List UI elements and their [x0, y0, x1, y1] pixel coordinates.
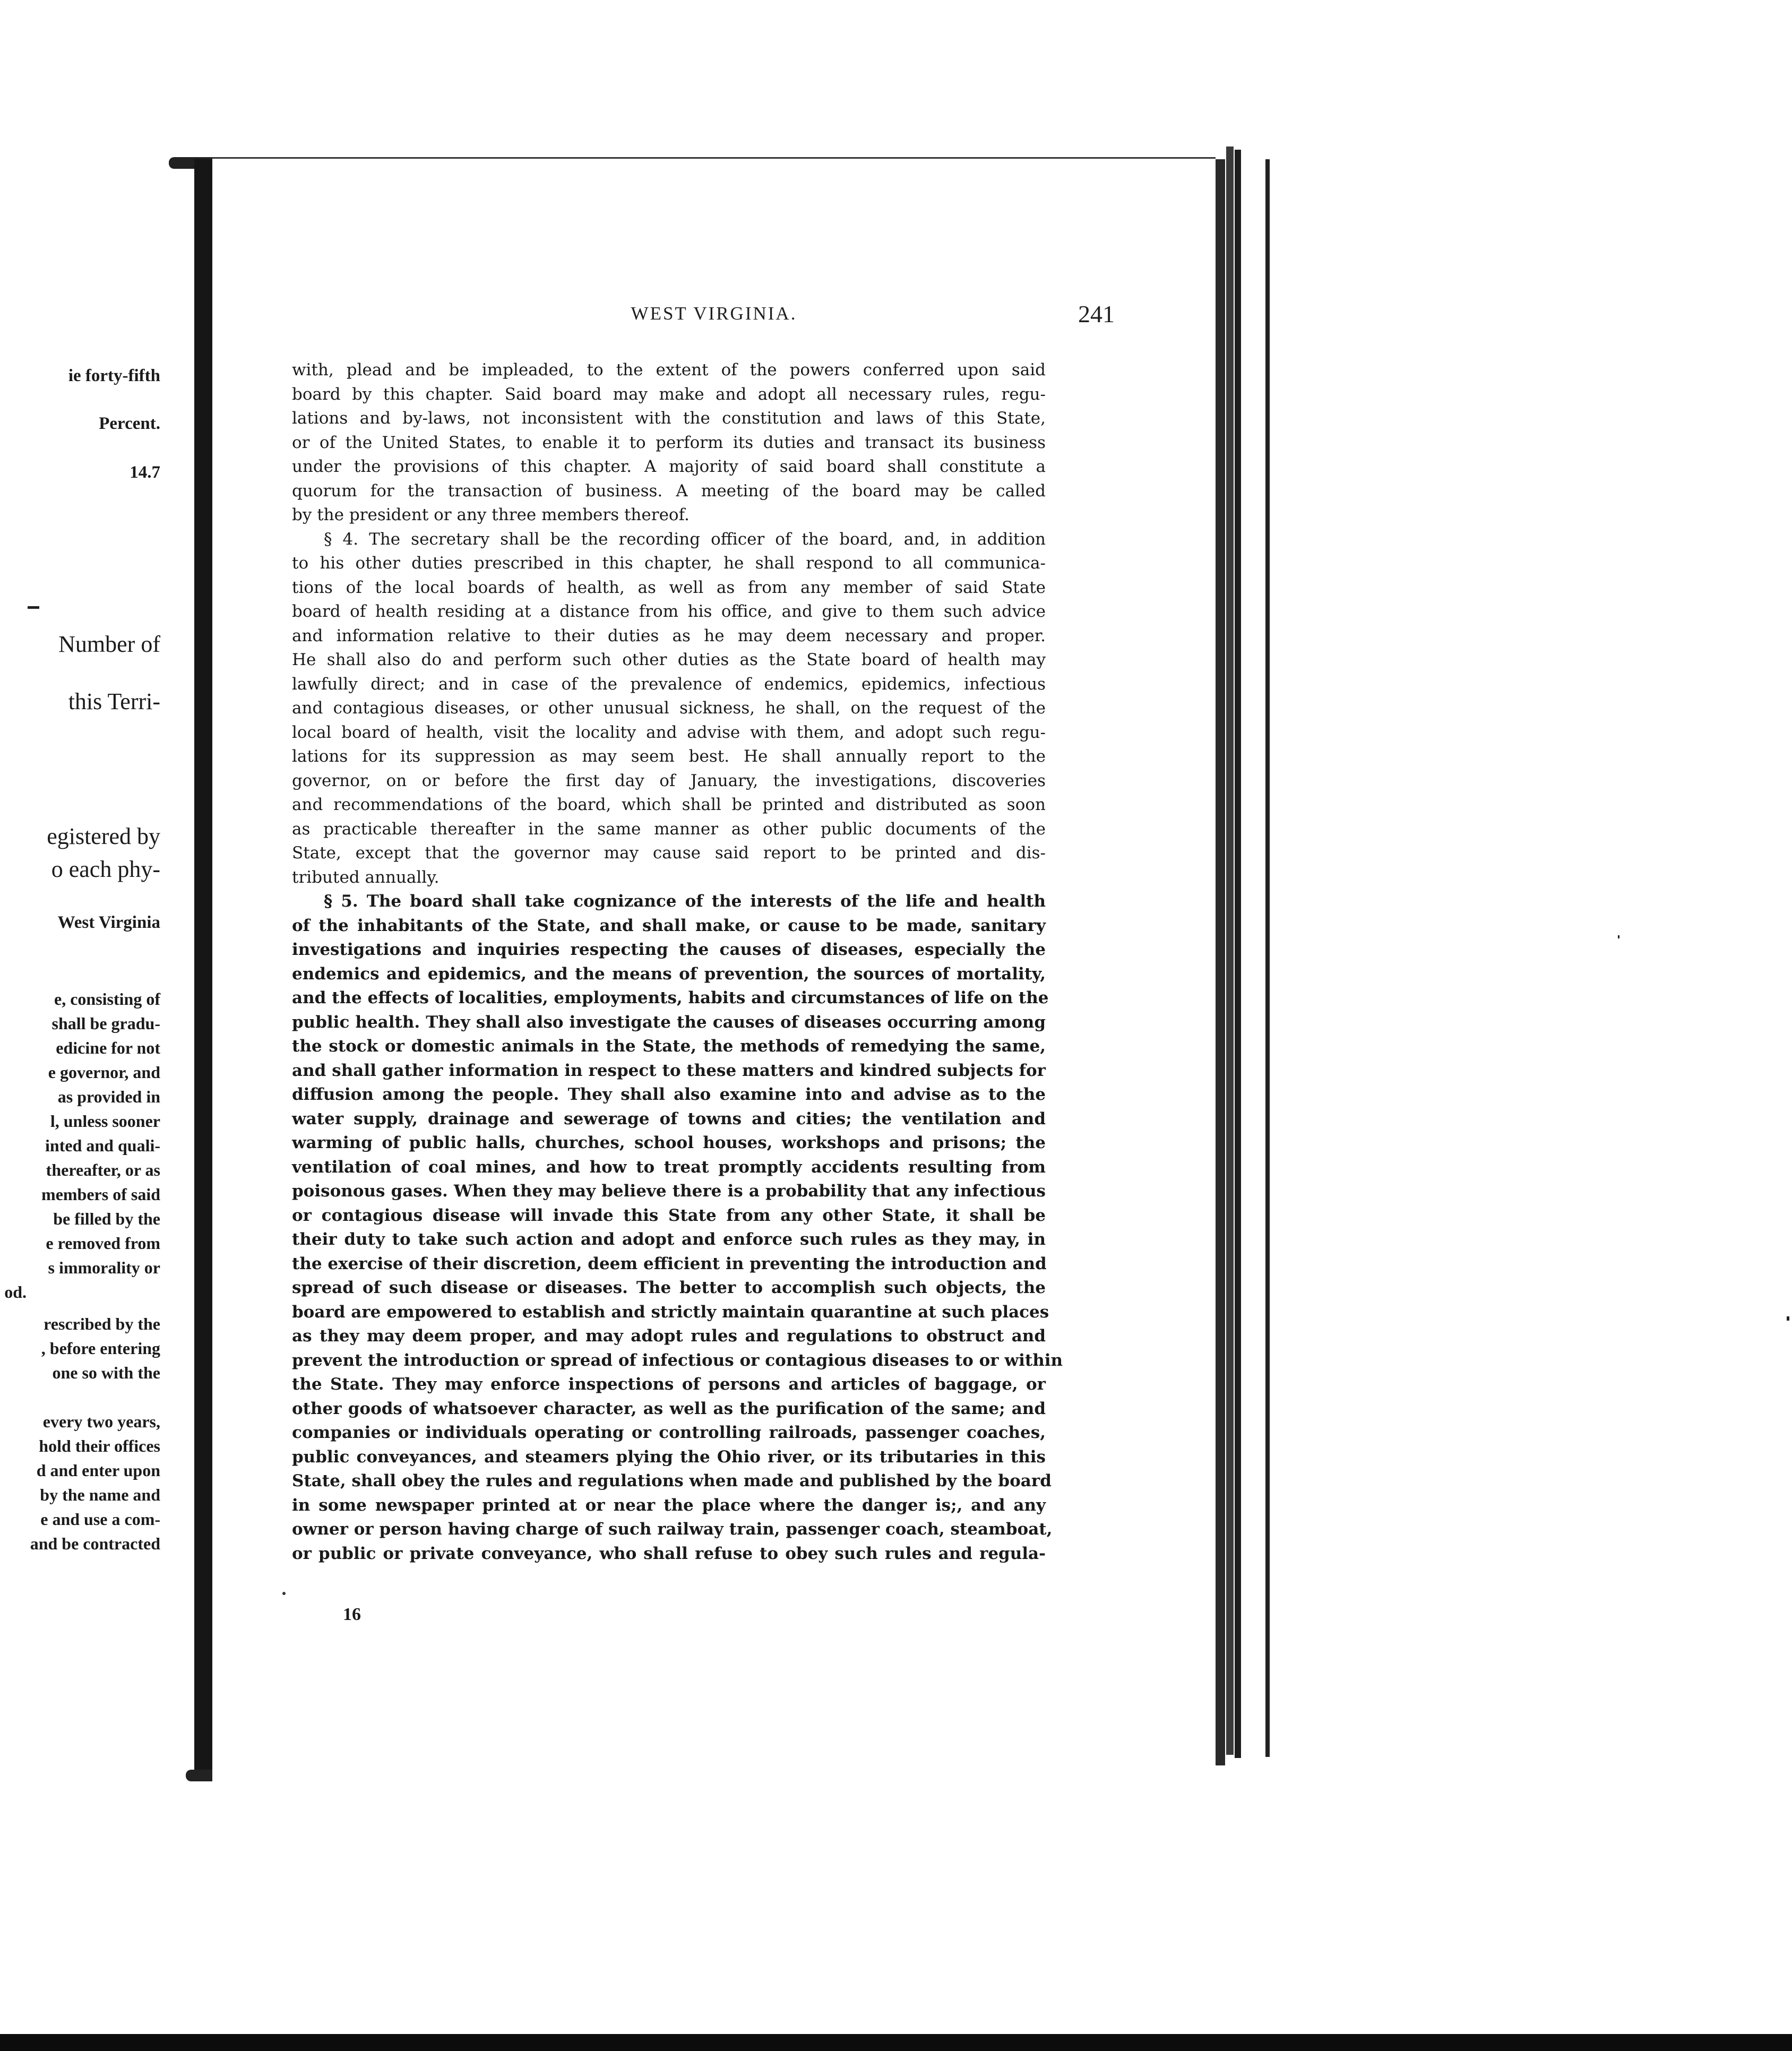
text-line: governor, on or before the first day of January, the investigations, discoveries [292, 771, 1046, 790]
text-line: local board of health, visit the locality and advise with them, and adopt such regu- [292, 722, 1046, 742]
text-line: quorum for the transaction of business. A meeting of the board may be called [292, 481, 1046, 501]
text-line: and recommendations of the board, which shall be printed and distributed as soon [292, 795, 1046, 814]
text-line: the exercise of their discretion, deem efficient in preventing the introduction and [292, 1254, 1047, 1273]
running-head: WEST VIRGINIA. [631, 303, 797, 324]
text-line: or of the United States, to enable it to perform its duties and transact its business [292, 433, 1046, 452]
page-stack-edge [1235, 150, 1241, 1758]
text-line: and the effects of localities, employments, habits and circumstances of life on the [292, 988, 1049, 1007]
text-line: public conveyances, and steamers plying the Ohio river, or its tributaries in this [292, 1447, 1046, 1467]
left-line: s immorality or [48, 1258, 160, 1277]
left-dash [28, 606, 39, 609]
text-line: He shall also do and perform such other duties as the State board of health may [292, 650, 1046, 669]
section-4-start: § 4. The secretary shall be the recording officer of the board, and, in addition [324, 529, 1046, 549]
left-line: be filled by the [53, 1209, 160, 1228]
left-line: d and enter upon [36, 1461, 160, 1480]
left-line: egistered by [47, 823, 160, 849]
text-line: in some newspaper printed at or near the place where the danger is;, and any [292, 1495, 1046, 1515]
text-line: investigations and inquiries respecting the causes of diseases, especially the [292, 940, 1046, 959]
left-line: every two years, [42, 1412, 160, 1431]
left-line: Percent. [99, 414, 160, 433]
left-line: od. [4, 1282, 27, 1302]
scan-bottom-edge [0, 2034, 1792, 2051]
right-page [212, 157, 1216, 1783]
text-line: and shall gather information in respect to these matters and kindred subjects for [292, 1061, 1046, 1080]
text-line: tions of the local boards of health, as well as from any member of said State [292, 578, 1046, 597]
left-line: l, unless sooner [50, 1111, 160, 1131]
left-line: and be contracted [30, 1534, 160, 1553]
text-line: tributed annually. [292, 867, 440, 887]
left-line: 14.7 [130, 463, 160, 482]
section-5-start: § 5. The board shall take cognizance of the interests of the life and health [324, 892, 1046, 911]
left-line: as provided in [57, 1087, 160, 1106]
signature-mark: 16 [343, 1605, 361, 1624]
text-line: owner or person having charge of such railway train, passenger coach, steamboat, [292, 1520, 1053, 1539]
text-line: as they may deem proper, and may adopt rules and regulations to obstruct and [292, 1326, 1046, 1346]
page-stack-edge [1226, 146, 1234, 1755]
left-line: shall be gradu- [51, 1014, 160, 1033]
page-number: 241 [1078, 300, 1115, 328]
left-line: inted and quali- [45, 1136, 160, 1155]
text-line: ventilation of coal mines, and how to treat promptly accidents resulting from [292, 1157, 1046, 1177]
printer-mark [282, 1592, 286, 1595]
left-page-fragment [0, 159, 197, 1778]
left-line: , before entering [41, 1339, 160, 1358]
left-line: e removed from [46, 1234, 160, 1253]
left-line: this Terri- [68, 688, 160, 714]
left-line: thereafter, or as [46, 1160, 160, 1179]
text-line: lations for its suppression as may seem best. He shall annually report to the [292, 747, 1046, 766]
left-line: members of said [41, 1185, 160, 1204]
text-line: or contagious disease will invade this State from any other State, it shall be [292, 1205, 1046, 1225]
left-line: e, consisting of [54, 989, 160, 1009]
text-line: the stock or domestic animals in the State, the methods of remedying the same, [292, 1037, 1046, 1056]
left-line: West Virginia [57, 913, 160, 932]
left-line: o each phy- [51, 856, 160, 882]
text-line: their duty to take such action and adopt and enforce such rules as they may, in [292, 1230, 1046, 1249]
text-line: board of health residing at a distance from his office, and give to them such advice [292, 602, 1046, 621]
text-line: lations and by-laws, not inconsistent with the constitution and laws of this State, [292, 409, 1046, 428]
text-line: board by this chapter. Said board may make and adopt all necessary rules, regu- [292, 384, 1046, 404]
scan-speck [1787, 1316, 1789, 1321]
text-line: State, shall obey the rules and regulations when made and published by the board [292, 1471, 1052, 1490]
text-line: other goods of whatsoever character, as well as the purification of the same; and [292, 1399, 1046, 1418]
text-line: water supply, drainage and sewerage of towns and cities; the ventilation and [292, 1109, 1046, 1128]
text-line: with, plead and be impleaded, to the extent of the powers conferred upon said [292, 360, 1046, 380]
left-line: e and use a com- [40, 1510, 160, 1529]
text-line: warming of public halls, churches, school houses, workshops and prisons; the [292, 1133, 1046, 1152]
text-line: under the provisions of this chapter. A majority of said board shall constitute a [292, 457, 1046, 476]
text-line: and information relative to their duties as he may deem necessary and proper. [292, 626, 1046, 645]
left-line: by the name and [40, 1485, 160, 1504]
body-text [292, 358, 1063, 1566]
text-line: spread of such disease or diseases. The better to accomplish such objects, the [292, 1278, 1046, 1297]
text-line: or public or private conveyance, who shall refuse to obey such rules and regula- [292, 1544, 1046, 1563]
text-line: the State. They may enforce inspections of persons and articles of baggage, or [292, 1375, 1046, 1394]
left-line: one so with the [52, 1363, 160, 1382]
left-line: e governor, and [48, 1063, 160, 1082]
text-line: diffusion among the people. They shall also examine into and advise as to the [292, 1085, 1046, 1104]
text-line: and contagious diseases, or other unusual sickness, he shall, on the request of the [292, 699, 1046, 718]
text-line: prevent the introduction or spread of infectious or contagious diseases to or within [292, 1350, 1063, 1370]
left-line: edicine for not [56, 1038, 160, 1057]
text-line: board are empowered to establish and strictly maintain quarantine at such places [292, 1302, 1049, 1322]
book-spine [194, 159, 212, 1778]
text-line: as practicable thereafter in the same manner as other public documents of the [292, 819, 1046, 839]
text-line: lawfully direct; and in case of the prevalence of endemics, epidemics, infectious [292, 674, 1046, 694]
scan-speck [1618, 935, 1619, 938]
left-line: Number of [58, 631, 160, 657]
text-line: State, except that the governor may cause said report to be printed and dis- [292, 843, 1046, 863]
text-line: of the inhabitants of the State, and shall make, or cause to be made, sanitary [292, 916, 1046, 935]
left-line: rescribed by the [44, 1314, 160, 1333]
page-stack-edge [1242, 159, 1270, 1757]
text-line: to his other duties prescribed in this chapter, he shall respond to all communica- [292, 554, 1046, 573]
left-line: ie forty-fifth [68, 366, 160, 385]
text-line: companies or individuals operating or controlling railroads, passenger coaches, [292, 1423, 1046, 1442]
text-line: by the president or any three members thereof. [292, 505, 690, 524]
left-line: hold their offices [39, 1436, 160, 1455]
text-line: public health. They shall also investigate the causes of diseases occurring among [292, 1012, 1046, 1032]
text-line: poisonous gases. When they may believe there is a probability that any infectious [292, 1182, 1046, 1201]
text-line: endemics and epidemics, and the means of prevention, the sources of mortality, [292, 964, 1046, 984]
